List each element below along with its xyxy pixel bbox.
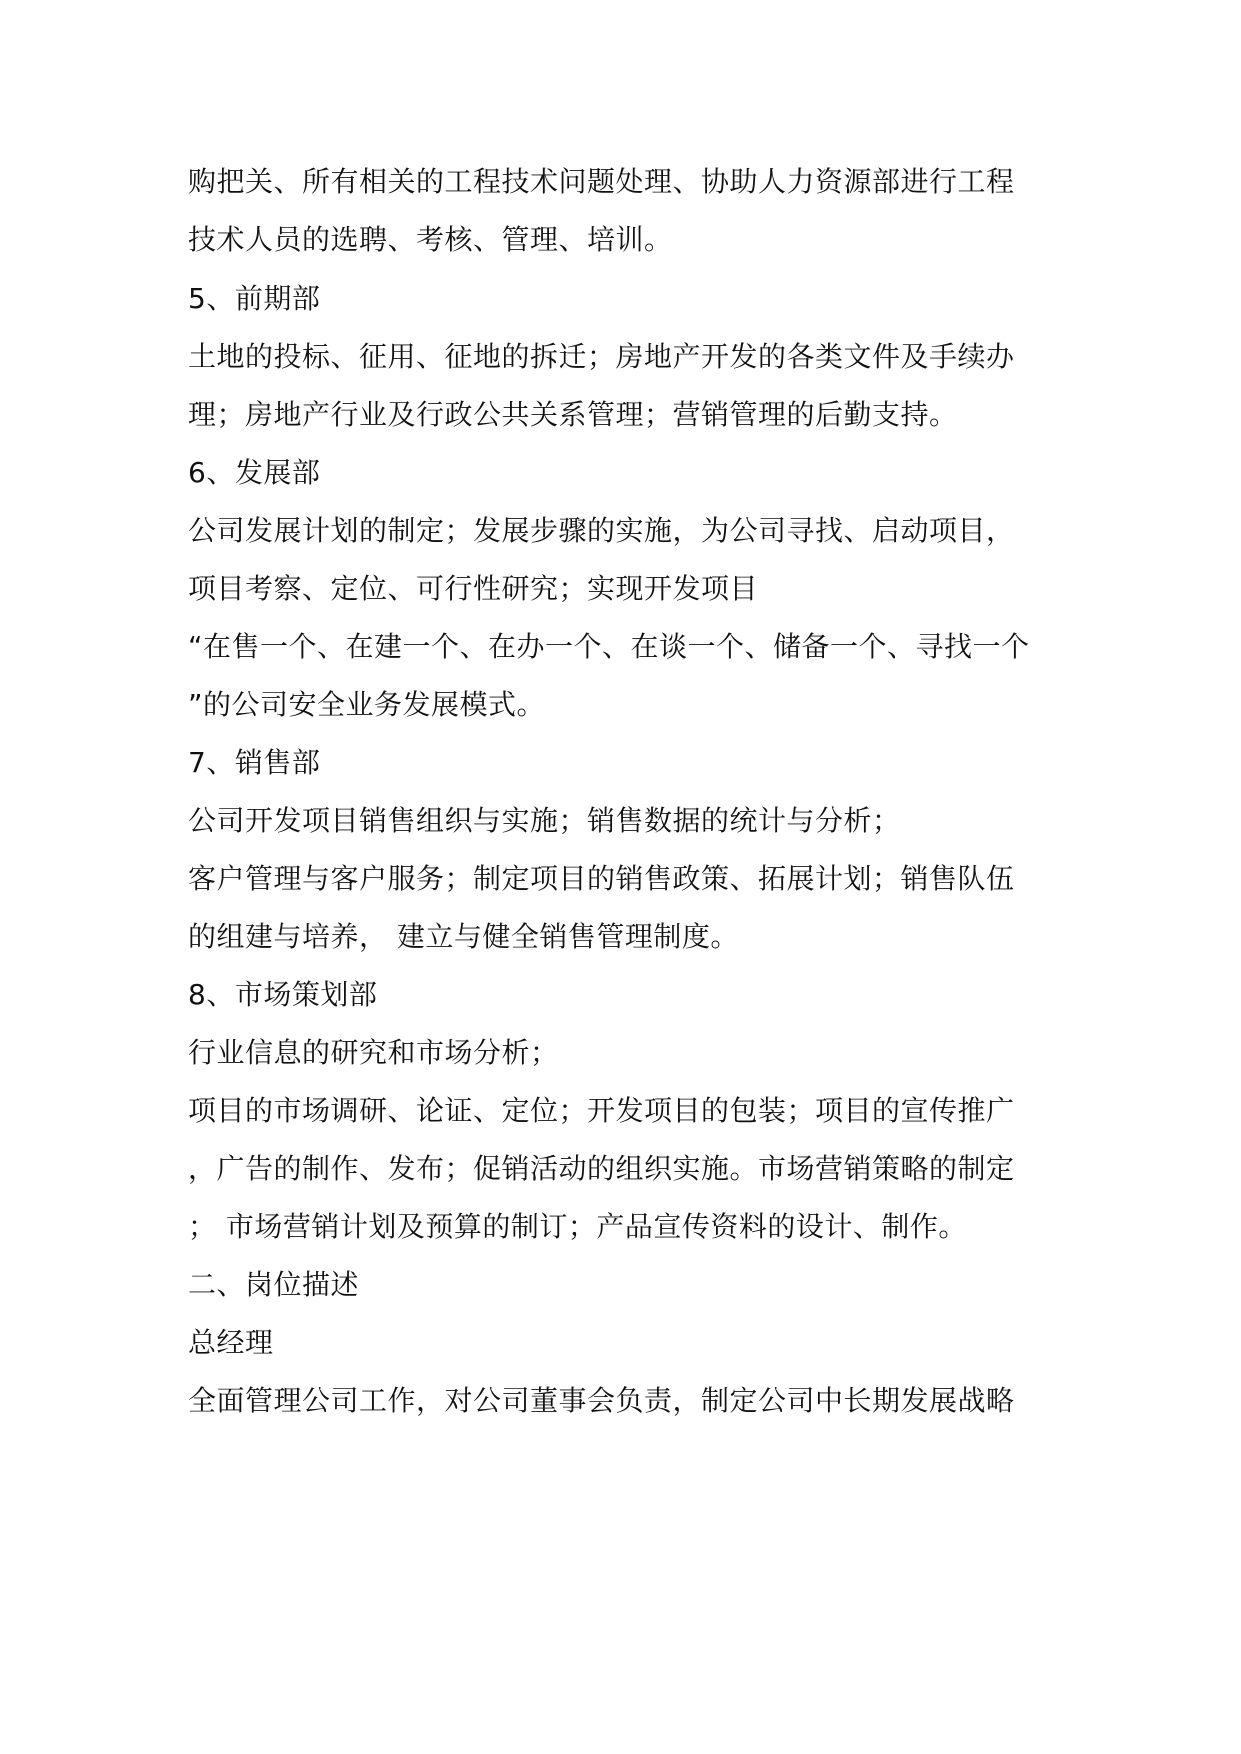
section-heading: 6、发展部 <box>188 456 321 489</box>
section-heading: 5、前期部 <box>188 282 321 315</box>
text-line: 行业信息的研究和市场分析； <box>188 1036 559 1069</box>
text-line: 客户管理与客户服务；制定项目的销售政策、拓展计划；销售队伍 <box>188 862 1015 895</box>
text-line: 项目考察、定位、可行性研究；实现开发项目 <box>188 572 759 605</box>
text-line: 项目的市场调研、论证、定位；开发项目的包装；项目的宣传推广 <box>188 1094 1015 1127</box>
text-line: 的组建与培养， 建立与健全销售管理制度。 <box>188 920 739 953</box>
text-line: ； 市场营销计划及预算的制订；产品宣传资料的设计、制作。 <box>188 1210 967 1243</box>
text-line: 公司开发项目销售组织与实施；销售数据的统计与分析； <box>188 804 901 837</box>
text-line: 购把关、所有相关的工程技术问题处理、协助人力资源部进行工程 <box>188 165 1015 198</box>
section-heading: 8、市场策划部 <box>188 978 378 1011</box>
subsection-heading: 总经理 <box>188 1326 274 1359</box>
section-heading: 二、岗位描述 <box>188 1268 360 1301</box>
text-line: 土地的投标、征用、征地的拆迁；房地产开发的各类文件及手续办 <box>188 340 1015 373</box>
text-line: 全面管理公司工作，对公司董事会负责，制定公司中长期发展战略 <box>188 1384 1015 1417</box>
text-line: 理；房地产行业及行政公共关系管理；营销管理的后勤支持。 <box>188 398 958 431</box>
text-line: ，广告的制作、发布；促销活动的组织实施。市场营销策略的制定 <box>188 1152 1015 1185</box>
text-line: ”的公司安全业务发展模式。 <box>188 688 546 721</box>
text-line: 公司发展计划的制定；发展步骤的实施，为公司寻找、启动项目， <box>188 514 1015 547</box>
text-line: “在售一个、在建一个、在办一个、在谈一个、储备一个、寻找一个 <box>188 630 1030 663</box>
section-heading: 7、销售部 <box>188 746 321 779</box>
text-line: 技术人员的选聘、考核、管理、培训。 <box>188 223 673 256</box>
